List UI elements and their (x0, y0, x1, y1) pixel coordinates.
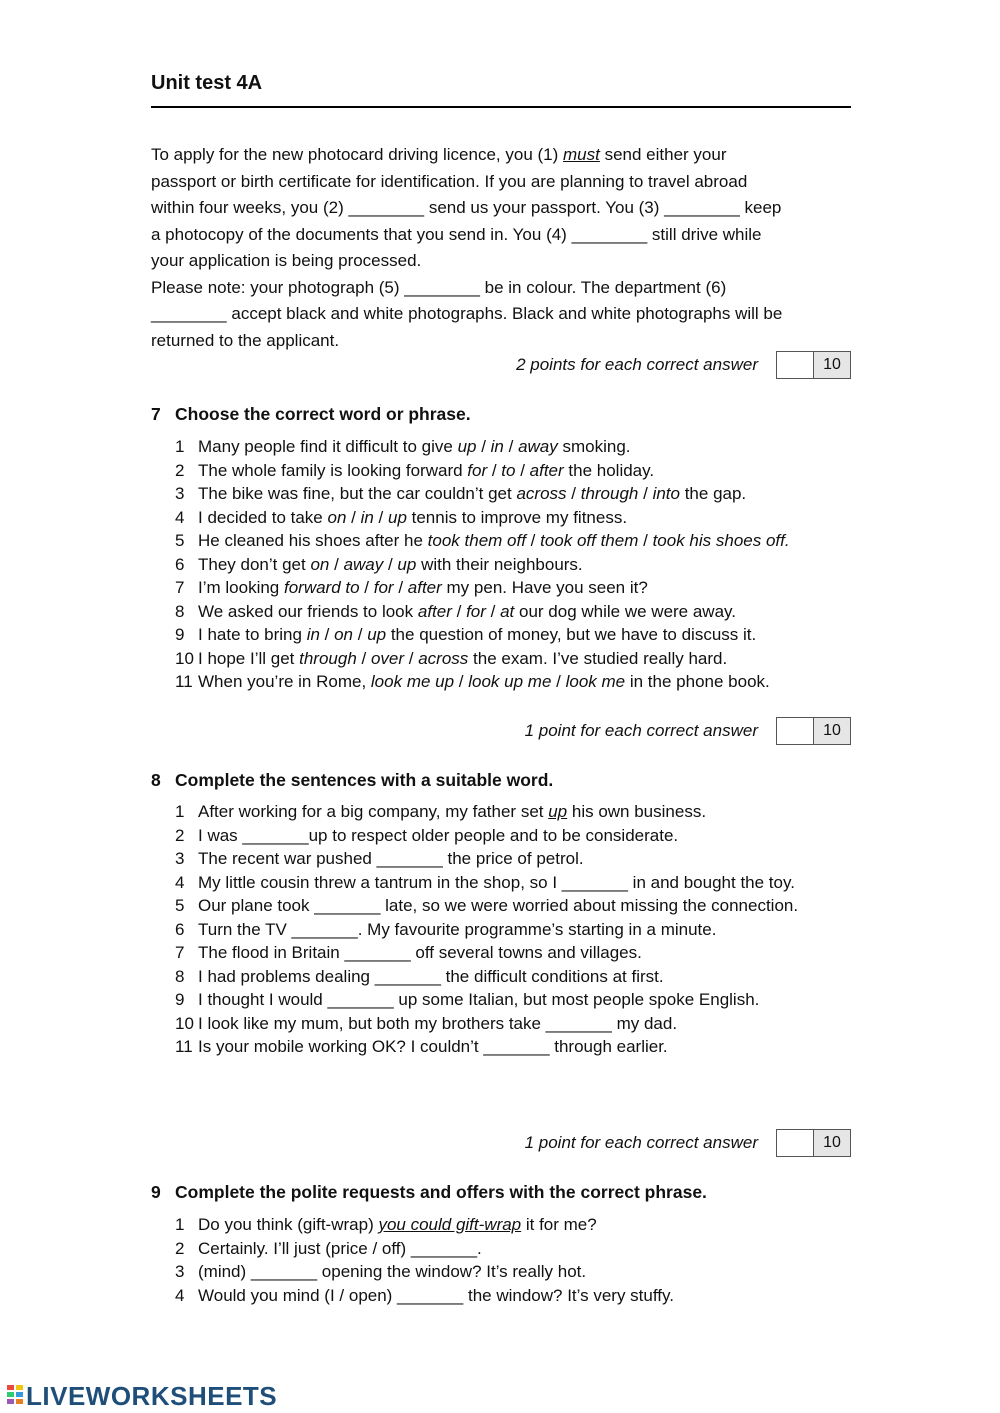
item-number: 5 (175, 531, 185, 550)
item-number: 2 (175, 460, 185, 480)
item-text: The flood in Britain _______ off several towns and villages. (198, 943, 642, 962)
answer-option[interactable]: look up me (468, 672, 552, 691)
logo-text: LIVEWORKSHEETS (26, 1381, 278, 1411)
option-separator: / (638, 531, 653, 550)
item-number: 8 (175, 601, 185, 621)
intro-line: ________ accept black and white photographs. Black and white photographs will be (151, 304, 783, 323)
score-row (151, 351, 851, 379)
item-text: He cleaned his shoes after he (198, 531, 428, 550)
item-text: I decided to take (198, 507, 328, 527)
item-number: 7 (175, 578, 185, 597)
list-item (175, 1284, 855, 1308)
item-number: 7 (175, 943, 185, 962)
answer-option[interactable]: up (387, 507, 407, 527)
example-answer: you could gift-wrap (378, 1215, 522, 1234)
item-text: smoking. (557, 437, 631, 456)
item-text: I look like my mum, but both my brothers take _______ my dad. (198, 1013, 678, 1033)
example-answer: up (548, 802, 568, 821)
option-separator: / (454, 672, 469, 691)
item-number: 10 (175, 648, 194, 668)
answer-option[interactable]: across (418, 648, 469, 668)
answer-option[interactable]: in (306, 625, 320, 644)
item-text: I was _______up to respect older people and to be considerate. (198, 825, 679, 845)
answer-option[interactable]: after (417, 601, 452, 621)
list-item (175, 1035, 855, 1059)
item-text: I had problems dealing _______ the difficult conditions at first. (198, 966, 664, 986)
list-item (175, 670, 855, 694)
item-number: 4 (175, 507, 185, 527)
answer-option[interactable]: through (580, 484, 639, 503)
list-item (175, 1237, 855, 1261)
list-item (175, 600, 855, 624)
list-item (175, 824, 855, 848)
list-item (175, 506, 855, 530)
section-title: Complete the sentences with a suitable word. (175, 770, 554, 790)
option-separator: / (525, 531, 541, 550)
answer-option[interactable]: after (407, 578, 442, 597)
intro-line: returned to the applicant. (151, 330, 340, 350)
item-text: it for me? (521, 1215, 597, 1234)
score-label: 2 points for each correct answer (516, 355, 758, 374)
score-label: 1 point for each correct answer (524, 721, 758, 740)
section-8-heading (151, 770, 553, 791)
answer-option[interactable]: for (466, 601, 486, 621)
answer-option[interactable]: took off them (540, 531, 639, 550)
answer-option[interactable]: after (529, 460, 564, 480)
answer-option[interactable]: look me up (370, 672, 455, 691)
example-answer: must (563, 145, 600, 164)
item-number: 2 (175, 1238, 185, 1258)
item-number: 2 (175, 825, 185, 845)
section-8-list (175, 800, 855, 1059)
intro-line: Please note: your photograph (5) ________ be in colour. The department (6) (151, 277, 727, 297)
list-item (175, 918, 855, 942)
item-number: 11 (175, 1037, 193, 1056)
list-item (175, 1260, 855, 1284)
section-number: 7 (151, 404, 161, 424)
score-row (151, 1129, 851, 1157)
list-item (175, 459, 855, 483)
section-9-heading (151, 1182, 707, 1203)
answer-option[interactable]: on (327, 507, 347, 527)
item-text: in the phone book. (625, 672, 770, 691)
item-text: my pen. Have you seen it? (441, 578, 648, 597)
answer-option[interactable]: up (367, 625, 387, 644)
item-text: The recent war pushed _______ the price of petrol. (198, 849, 584, 868)
answer-option[interactable]: up (397, 554, 417, 574)
item-text: My little cousin threw a tantrum in the shop, so I _______ in and bought the toy. (198, 872, 795, 892)
answer-option[interactable]: away (518, 437, 558, 456)
intro-line: your application is being processed. (151, 251, 422, 270)
answer-option[interactable]: to (501, 460, 516, 480)
item-text: Turn the TV _______. My favourite programme’s starting in a minute. (198, 919, 717, 939)
answer-option[interactable]: over (370, 648, 405, 668)
item-number: 5 (175, 896, 185, 915)
section-number: 9 (151, 1182, 161, 1202)
item-text: Many people find it difficult to give (198, 437, 458, 456)
option-separator: / (566, 484, 581, 503)
score-total: 10 (813, 351, 851, 379)
option-separator: / (383, 554, 398, 574)
item-number: 9 (175, 625, 185, 644)
list-item (175, 623, 855, 647)
list-item (175, 965, 855, 989)
answer-option[interactable]: at (500, 601, 515, 621)
item-text: the question of money, but we have to discuss it. (386, 625, 757, 644)
answer-option[interactable]: for (373, 578, 394, 597)
item-text: tennis to improve my fitness. (406, 507, 628, 527)
option-separator: / (393, 578, 408, 597)
answer-option[interactable]: forward to (283, 578, 360, 597)
option-separator: / (356, 648, 371, 668)
intro-line: a photocopy of the documents that you send in. You (4) ________ still drive while (151, 224, 762, 244)
intro-text: send either your (599, 145, 727, 164)
item-number: 11 (175, 672, 193, 691)
item-number: 1 (175, 437, 185, 456)
score-input-box[interactable] (776, 1129, 814, 1157)
item-text: When you’re in Rome, (198, 672, 371, 691)
item-text: The bike was fine, but the car couldn’t get (198, 484, 517, 503)
option-separator: / (346, 507, 361, 527)
option-separator: / (373, 507, 388, 527)
item-text: I hope I’ll get (198, 648, 300, 668)
item-number: 3 (175, 484, 185, 503)
list-item (175, 482, 855, 506)
option-separator: / (329, 554, 344, 574)
item-text: Would you mind (I / open) _______ the window? It’s very stuffy. (198, 1285, 674, 1305)
item-text: Our plane took _______ late, so we were worried about missing the connection. (198, 896, 799, 915)
option-separator: / (487, 460, 502, 480)
answer-option[interactable]: through (299, 648, 357, 668)
item-number: 8 (175, 966, 185, 986)
option-separator: / (451, 601, 467, 621)
item-text: the exam. I’ve studied really hard. (468, 648, 728, 668)
page-title: Unit test 4A (151, 72, 263, 94)
item-text: the gap. (679, 484, 747, 503)
option-separator: / (353, 625, 368, 644)
section-title: Complete the polite requests and offers with the correct phrase. (175, 1182, 707, 1202)
list-item (175, 894, 855, 918)
list-item (175, 941, 855, 965)
section-number: 8 (151, 770, 161, 790)
option-separator: / (503, 437, 519, 456)
liveworksheets-logo[interactable] (6, 1381, 277, 1412)
score-total: 10 (813, 1129, 851, 1157)
option-separator: / (319, 625, 335, 644)
item-text: Certainly. I’ll just (price / off) _______. (198, 1238, 482, 1258)
item-text: I thought I would _______ up some Italian, but most people spoke English. (198, 990, 760, 1009)
score-input-box[interactable] (776, 351, 814, 379)
item-text: (mind) _______ opening the window? It’s really hot. (198, 1262, 587, 1281)
liveworksheets-logo-icon (6, 1383, 24, 1409)
list-item: 1 Do you think (gift-wrap) you could gift-wrap it for me? (175, 1215, 597, 1234)
item-number: 9 (175, 990, 185, 1009)
item-text: They don’t get (198, 554, 311, 574)
list-item (175, 1012, 855, 1036)
answer-option[interactable]: took his shoes off. (652, 531, 790, 550)
answer-option[interactable]: on (310, 554, 330, 574)
answer-option[interactable]: into (652, 484, 680, 503)
list-item (175, 553, 855, 577)
intro-line (151, 142, 851, 169)
section-9-list (175, 1213, 855, 1307)
section-7-list (175, 435, 855, 694)
item-number: 3 (175, 849, 185, 868)
item-number: 4 (175, 1285, 185, 1305)
item-text: I’m looking (198, 578, 284, 597)
list-item (175, 871, 855, 895)
title-divider (151, 106, 851, 108)
item-number: 10 (175, 1013, 194, 1033)
intro-line: within four weeks, you (2) ________ send us your passport. You (3) ________ keep (151, 198, 782, 217)
option-separator: / (359, 578, 374, 597)
intro-paragraph (151, 142, 851, 354)
item-text: our dog while we were away. (514, 601, 737, 621)
list-item: 1 After working for a big company, my father set up his own business. (175, 802, 707, 821)
score-total: 10 (813, 717, 851, 745)
item-number: 3 (175, 1262, 185, 1281)
intro-text: To apply for the new photocard driving licence, you (1) (151, 145, 564, 164)
score-input-box[interactable] (776, 717, 814, 745)
item-number: 6 (175, 919, 185, 939)
list-item (175, 647, 855, 671)
option-separator: / (404, 648, 419, 668)
list-item (175, 435, 855, 459)
list-item (175, 847, 855, 871)
item-text: his own business. (567, 802, 707, 821)
item-text: I hate to bring (198, 625, 307, 644)
answer-option[interactable]: look me (565, 672, 626, 691)
score-row (151, 717, 851, 745)
item-text: the holiday. (563, 460, 655, 480)
answer-option[interactable]: up (457, 437, 477, 456)
answer-option[interactable]: away (343, 554, 384, 574)
answer-option[interactable]: in (360, 507, 374, 527)
option-separator: / (638, 484, 653, 503)
section-title: Choose the correct word or phrase. (175, 404, 471, 424)
score-label: 1 point for each correct answer (524, 1133, 758, 1152)
item-text: We asked our friends to look (198, 601, 418, 621)
list-item (175, 529, 855, 553)
item-text: Do you think (gift-wrap) (198, 1215, 379, 1234)
answer-option[interactable]: on (334, 625, 354, 644)
intro-line: passport or birth certificate for identification. If you are planning to travel abroad (151, 171, 748, 191)
option-separator: / (485, 601, 501, 621)
list-item (175, 988, 855, 1012)
item-text: After working for a big company, my father set (198, 802, 549, 821)
answer-option[interactable]: in (490, 437, 504, 456)
section-7-heading (151, 404, 471, 425)
answer-option[interactable]: for (467, 460, 488, 480)
option-separator: / (551, 672, 566, 691)
item-number: 4 (175, 872, 185, 892)
item-text: with their neighbours. (416, 554, 583, 574)
item-number: 6 (175, 554, 185, 574)
option-separator: / (515, 460, 530, 480)
option-separator: / (476, 437, 491, 456)
item-text: The whole family is looking forward (198, 460, 468, 480)
list-item (175, 576, 855, 600)
answer-option[interactable]: across (516, 484, 567, 503)
answer-option[interactable]: took them off (427, 531, 526, 550)
item-text: Is your mobile working OK? I couldn’t _______ through earlier. (198, 1037, 668, 1056)
